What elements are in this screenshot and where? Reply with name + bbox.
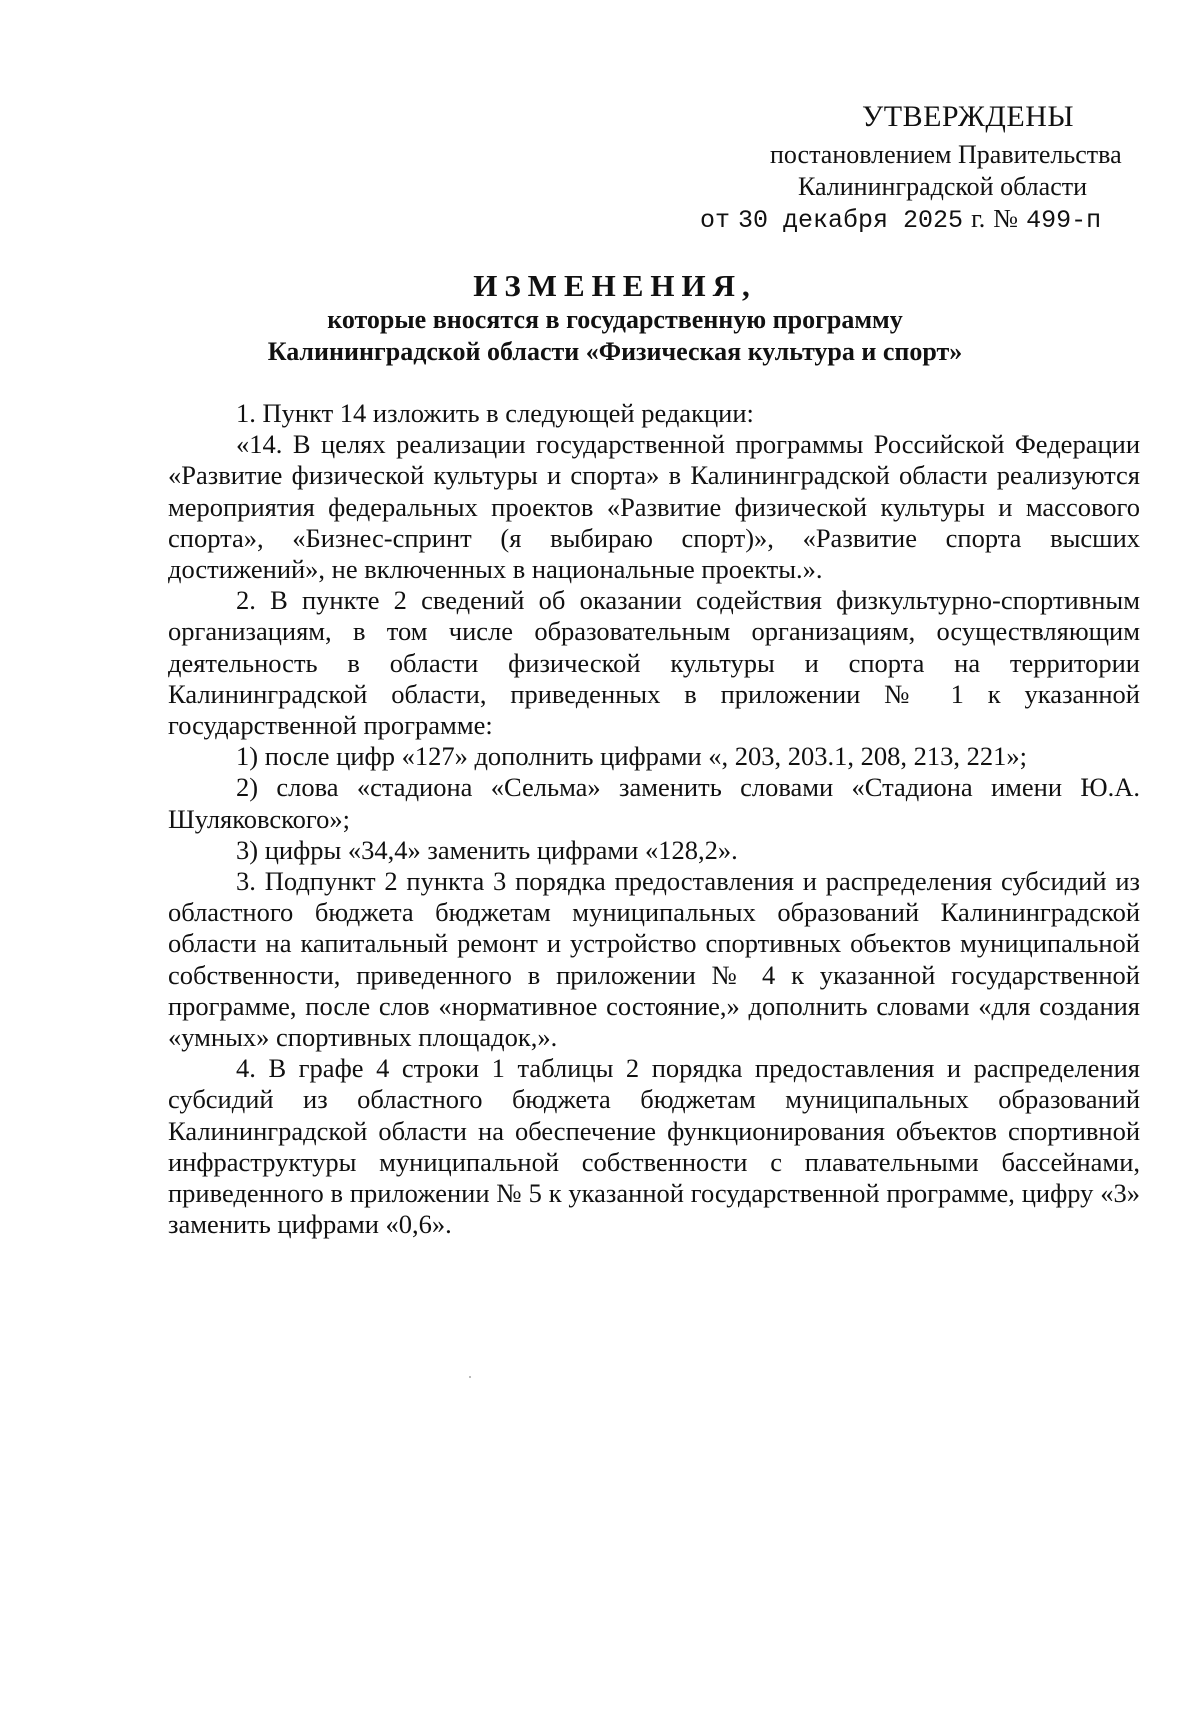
- paragraph-3: 3. Подпункт 2 пункта 3 порядка предоставления и распределения субсидий из областного бюджета бюджетам муниципальных образований Калининградской области на капитальный ремонт и устройство спортивных объектов муниципальной собственности, приведенного в приложении № 4 к указанной государственной программе, после слов «нормативное состояние,» дополнить словами «для создания «умных» спортивных площадок,».: [168, 866, 1140, 1053]
- approved-word: УТВЕРЖДЕНЫ: [862, 100, 1075, 133]
- year-suffix: г.: [971, 204, 986, 233]
- document-title: ИЗМЕНЕНИЯ,: [473, 268, 757, 303]
- decree-line-2: Калининградской области: [798, 172, 1088, 201]
- paragraph-2-item-2: 2) слова «стадиона «Сельма» заменить словами «Стадиона имени Ю.А. Шуляковского»;: [168, 772, 1140, 834]
- scan-speck: [469, 1376, 471, 1378]
- paragraph-2-item-3: 3) цифры «34,4» заменить цифрами «128,2».: [236, 834, 738, 865]
- paragraph-1-quote: «14. В целях реализации государственной программы Российской Федерации «Развитие физической культуры и спорта» в Калининградской области реализуются мероприятия федеральных проектов «Развитие физической культуры и массового спорта», «Бизнес-спринт (я выбираю спорт)», «Развитие спорта высших достижений», не включенных в национальные проекты.».: [168, 429, 1140, 585]
- number-sign: №: [993, 204, 1019, 233]
- title-block: [120, 268, 1110, 368]
- date-stamp: 30 декабря 2025: [738, 206, 964, 235]
- paragraph-2: 2. В пункте 2 сведений об оказании содействия физкультурно-спортивным организациям, в том числе образовательным организациям, осуществляющим деятельность в области физической культуры и спорта на территории Калининградской области, приведенных в приложении № 1 к указанной государственной программе:: [168, 585, 1140, 741]
- decree-line-1: постановлением Правительства: [770, 140, 1122, 169]
- paragraph-2-item-1: 1) после цифр «127» дополнить цифрами «, 203, 203.1, 208, 213, 221»;: [236, 741, 1028, 772]
- document-subtitle-line-2: Калининградской области «Физическая культура и спорт»: [267, 337, 963, 366]
- date-prefix: от: [700, 206, 731, 235]
- document-body: [168, 398, 1140, 1240]
- paragraph-1: 1. Пункт 14 изложить в следующей редакции:: [236, 398, 754, 428]
- decree-date-line: [700, 204, 1101, 235]
- paragraph-4: 4. В графе 4 строки 1 таблицы 2 порядка предоставления и распределения субсидий из областного бюджета бюджетам муниципальных образований Калининградской области на обеспечение функционирования объектов спортивной инфраструктуры муниципальной собственности с плавательными бассейнами, приведенного в приложении № 5 к указанной государственной программе, цифру «3» заменить цифрами «0,6».: [168, 1053, 1140, 1240]
- decree-number: 499-п: [1026, 206, 1102, 235]
- document-subtitle-line-1: которые вносятся в государственную программу: [327, 305, 903, 334]
